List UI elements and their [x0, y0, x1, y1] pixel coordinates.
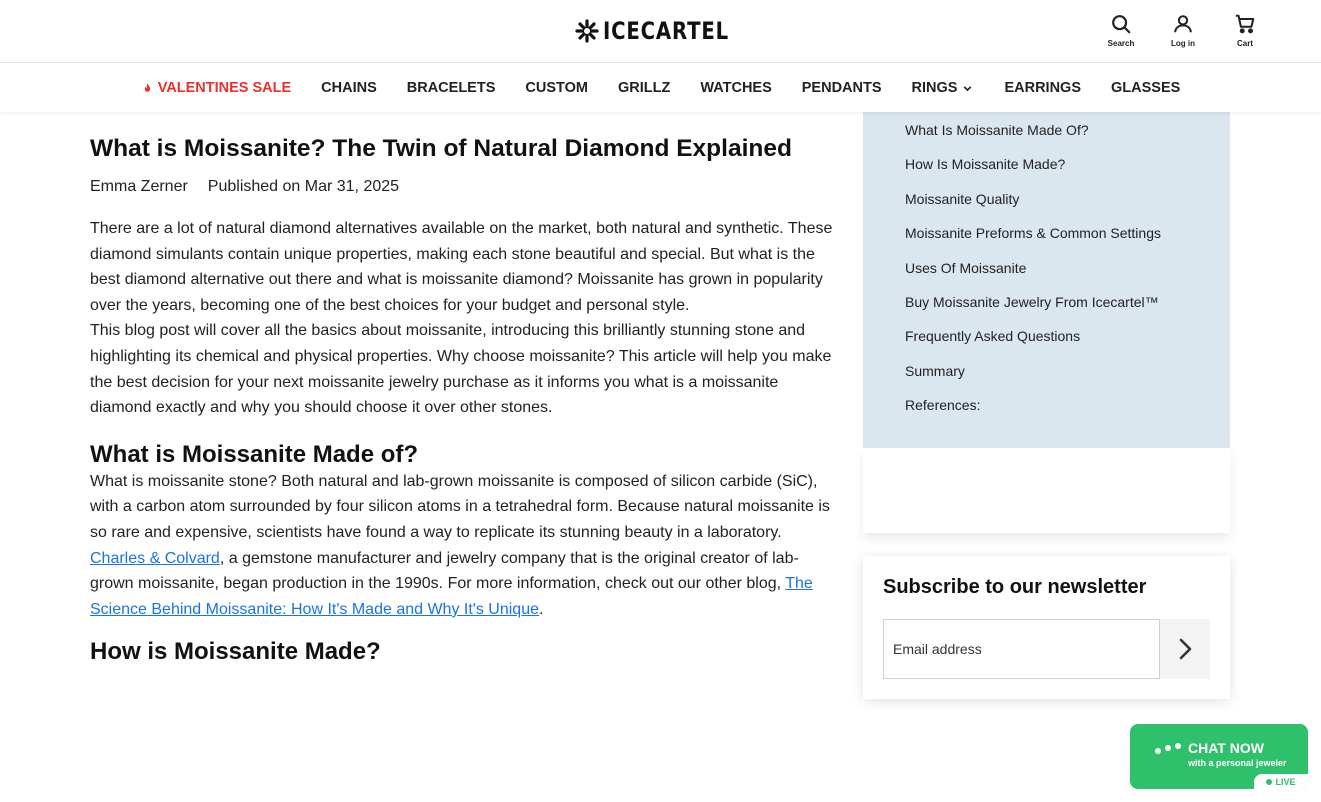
subscribe-button[interactable]: [1160, 619, 1210, 679]
chat-dots-icon: [1154, 743, 1182, 755]
email-field[interactable]: [883, 619, 1160, 679]
nav-item-chains[interactable]: CHAINS: [321, 80, 377, 96]
section-heading-how-made: How is Moissanite Made?: [90, 638, 381, 666]
article: [90, 136, 835, 666]
logo-mark-icon: [575, 19, 599, 43]
flame-icon: [141, 82, 154, 95]
toc-item[interactable]: Uses Of Moissanite: [905, 259, 1027, 276]
text-segment: , a gemstone manufacturer and jewelry company that is the original creator of lab-grown moissanite, began production in the 1990s. For more information, check out our other blog,: [90, 549, 799, 593]
chevron-right-icon: [1176, 637, 1194, 661]
chat-title: CHAT NOW: [1188, 740, 1264, 756]
toc-item[interactable]: Buy Moissanite Jewelry From Icecartel™: [905, 293, 1159, 310]
article-meta: [90, 178, 835, 196]
live-label: LIVE: [1275, 776, 1296, 787]
sidebar-card: [863, 448, 1230, 533]
link-charles-colvard[interactable]: Charles & Colvard: [90, 549, 220, 567]
toc-item[interactable]: Frequently Asked Questions: [905, 328, 1081, 345]
text-segment: What is moissanite stone? Both natural and lab-grown moissanite is composed of silicon carbide (SiC), with a carbon atom surrounded by four silicon atoms in a tetrahedral form. Because natural moissanite is so rare and expensive, scientists have found a way to replicate its stunning beauty in a laboratory.: [90, 472, 830, 541]
newsletter-box: [863, 556, 1230, 699]
section-paragraph-made-of: [90, 469, 835, 623]
nav-item-valentines-sale[interactable]: [141, 80, 291, 96]
link-science-blog[interactable]: The Science Behind Moissanite: How It's Made and Why It's Unique: [90, 575, 813, 618]
nav-label: VALENTINES SALE: [157, 80, 292, 96]
search-button[interactable]: [1101, 13, 1141, 48]
cart-button[interactable]: [1225, 13, 1265, 48]
login-label: Log in: [1171, 39, 1195, 48]
nav-item-rings[interactable]: [912, 80, 975, 96]
live-dot-icon: [1266, 779, 1272, 785]
author-name: Emma Zerner: [90, 178, 188, 195]
logo-text: ICECARTEL: [603, 17, 729, 45]
newsletter-title: Subscribe to our newsletter: [883, 576, 1147, 598]
publish-date: Published on Mar 31, 2025: [207, 178, 400, 195]
chat-subtitle: with a personal jeweler: [1188, 758, 1287, 768]
logo[interactable]: [575, 16, 757, 46]
user-icon: [1172, 13, 1194, 35]
search-icon: [1110, 13, 1132, 35]
nav-item-glasses[interactable]: GLASSES: [1111, 80, 1181, 96]
nav-item-bracelets[interactable]: BRACELETS: [406, 80, 496, 96]
article-title: What is Moissanite? The Twin of Natural Diamond Explained: [90, 135, 792, 162]
cart-icon: [1234, 13, 1256, 35]
toc-item[interactable]: What Is Moissanite Made Of?: [905, 122, 1089, 138]
text-segment: .: [539, 600, 544, 618]
intro-paragraph-1: There are a lot of natural diamond alternatives available on the market, both natural and synthetic. These diamond simulants contain unique properties, making each stone beautiful and special. But what is the best diamond alternative out there and what is moissanite diamond? Moissanite has grown in popularity over the years, becoming one of the best choices for your budget and personal style.: [90, 220, 833, 314]
toc-item[interactable]: How Is Moissanite Made?: [905, 156, 1066, 173]
header-actions: [1101, 13, 1265, 48]
nav-item-custom[interactable]: CUSTOM: [525, 80, 588, 96]
toc-item[interactable]: Moissanite Preforms & Common Settings: [905, 225, 1161, 242]
toc-item[interactable]: Moissanite Quality: [905, 190, 1020, 207]
live-badge: [1254, 774, 1308, 789]
toc-item[interactable]: Summary: [905, 362, 965, 379]
section-heading-made-of: What is Moissanite Made of?: [90, 440, 419, 468]
site-header: [0, 0, 1321, 63]
newsletter-form: [883, 619, 1210, 679]
search-label: Search: [1107, 39, 1135, 48]
nav-label: RINGS: [911, 80, 958, 96]
nav-item-earrings[interactable]: EARRINGS: [1004, 80, 1081, 96]
nav-item-watches[interactable]: WATCHES: [700, 80, 772, 96]
main-nav: [0, 64, 1321, 112]
chevron-down-icon: [961, 82, 974, 95]
table-of-contents: [863, 112, 1230, 448]
login-button[interactable]: [1163, 13, 1203, 48]
chat-widget[interactable]: [1130, 724, 1308, 789]
cart-label: Cart: [1236, 39, 1253, 48]
nav-item-pendants[interactable]: PENDANTS: [801, 80, 882, 96]
nav-item-grillz[interactable]: GRILLZ: [617, 80, 671, 96]
toc-item[interactable]: References:: [905, 397, 981, 414]
intro-paragraph-2: This blog post will cover all the basics about moissanite, introducing this brilliantly stunning stone and highlighting its chemical and physical properties. Why choose moissanite? This article will help you make the best decision for your next moissanite jewelry purchase as it informs you what is a moissanite diamond exactly and why you should choose it over other stones.: [90, 322, 832, 417]
